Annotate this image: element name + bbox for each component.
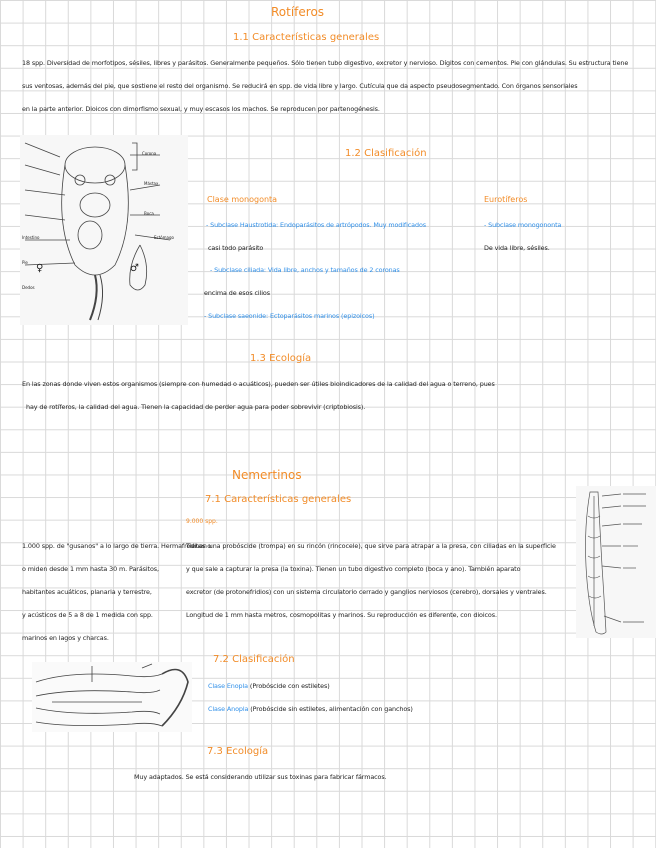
rot-class-left-line-1: - Subclase Haustrotida: Endoparásitos de artrópodos. Muy modificados: [206, 221, 426, 229]
rotiferos-s1-line-2: sus ventosas, además del pie, que sostiene el resto del organismo. Se reducirá en spp. de vida libre y largo. Cutícula que da aspecto pseudosegmentado. Con órganos sensoriales: [22, 82, 578, 90]
nem-class-2-desc: (Probóscide sin estiletes, alimentación con ganchos): [248, 705, 413, 713]
nem-left-line-5: marinos en lagos y charcas.: [22, 634, 109, 642]
rotiferos-s3-line-2: hay de rotíferos, la calidad del agua. Tienen la capacidad de perder agua para poder sobrevivir (criptobiosis).: [26, 403, 366, 411]
rotiferos-s1-heading: 1.1 Características generales: [233, 32, 380, 43]
nem-left-line-4: y acústicos de 5 a 8 de 1 medida con spp.: [22, 611, 153, 619]
female-symbol: ♀: [36, 263, 44, 274]
rotiferos-title: Rotíferos: [271, 5, 325, 19]
nemertinos-s3-heading: 7.3 Ecología: [207, 746, 269, 757]
nem-class-1-desc: (Probóscide con estiletes): [248, 682, 330, 690]
rotiferos-s1-line-3: en la parte anterior. Dioicos con dimorfismo sexual, y muy escasos los machos. Se reproducen por partenogénesis.: [22, 105, 380, 113]
fig1-label-dedos: Dedos: [22, 285, 35, 290]
rot-class-left-line-2: casi todo parásito: [208, 244, 264, 252]
fig1-label-estomago: Estómago: [154, 235, 174, 240]
rot-class-right-title: Eurotíferos: [484, 195, 528, 204]
nemertine-anatomy-drawing: [576, 486, 656, 638]
proboscis-figure: [32, 662, 192, 732]
fig1-label-boca: Boca: [144, 211, 154, 216]
rotiferos-s1-line-1: 18 spp. Diversidad de morfotipos, sésiles, libres y parásitos. Generalmente pequeños. Sólo tienen tubo digestivo, excretor y nervioso. Dígitos con cementos. Pie con glándulas. Su estructura tiene: [22, 59, 629, 67]
nem-class-line-1: [208, 675, 330, 698]
rotiferos-s2-heading: 1.2 Clasificación: [345, 148, 427, 159]
nemertine-anatomy-figure: [576, 486, 656, 638]
rot-class-left-line-3: - Subclase ciliada: Vida libre, anchos y tamaños de 2 coronas: [210, 266, 400, 274]
rot-class-right-line-2: De vida libre, sésiles.: [484, 244, 550, 252]
nem-right-line-2: y que sale a capturar la presa (la toxina). Tienen un tubo digestivo completo (boca y ano). También aparato: [186, 565, 521, 573]
rot-class-left-line-4: encima de esos cilios: [204, 289, 270, 297]
nem-right-line-1: Tienen una probóscide (trompa) en su rincón (rincocele), que sirve para atrapar a la presa, con ciliadas en la superficie: [186, 542, 556, 550]
rot-class-right-line-1: - Subclase monogononta: [484, 221, 562, 229]
rotiferos-s3-heading: 1.3 Ecología: [250, 353, 312, 364]
proboscis-drawing: [32, 662, 192, 732]
rot-class-left-line-5: - Subclase saeonide: Ectoparásitos marinos (epizoicos): [204, 312, 375, 320]
fig1-label-pie: Pie: [22, 260, 28, 265]
nem-class-2-label: Clase Anopla: [208, 705, 249, 713]
fig1-label-mastax: Mástax: [144, 181, 159, 186]
nem-right-line-3: excretor (de protonefridios) con un sistema circulatorio cerrado y ganglios nerviosos (cerebro), dorsales y ventrales.: [186, 588, 547, 596]
nem-class-1-label: Clase Enopla: [208, 682, 248, 690]
fig1-label-intestino: Intestino: [22, 235, 40, 240]
fig1-label-corona: Corona: [142, 151, 157, 156]
male-symbol: ♂: [130, 263, 139, 274]
nemertinos-title: Nemertinos: [232, 468, 302, 482]
nem-left-line-3: habitantes acuáticos, planaria y terrestre,: [22, 588, 152, 596]
nem-class-line-2: [208, 698, 413, 721]
nemertinos-s2-heading: 7.2 Clasificación: [213, 654, 295, 665]
nemertinos-s1-heading: 7.1 Características generales: [205, 494, 352, 505]
nem-right-line-4: Longitud de 1 mm hasta metros, cosmopolitas y marinos. Su reproducción es diferente, con dioicos.: [186, 611, 497, 619]
rot-class-left-title: Clase monogonta: [207, 195, 278, 204]
nem-left-line-1: 1.000 spp. de "gusanos" a lo largo de tierra. Hermafroditas o: [22, 542, 212, 550]
rotifer-anatomy-drawing: [20, 135, 188, 325]
rotiferos-s3-line-1: En las zonas donde viven estos organismos (siempre con humedad o acuáticos), pueden ser útiles bioindicadores de la calidad del agua o terreno, pues: [22, 380, 495, 388]
rotifer-anatomy-figure: [20, 135, 188, 325]
nemertinos-s3-line: Muy adaptados. Se está considerando utilizar sus toxinas para fabricar fármacos.: [134, 773, 387, 781]
nemertinos-subnote: 9.000 spp.: [186, 518, 218, 525]
nem-left-line-2: o miden desde 1 mm hasta 30 m. Parásitos,: [22, 565, 159, 573]
